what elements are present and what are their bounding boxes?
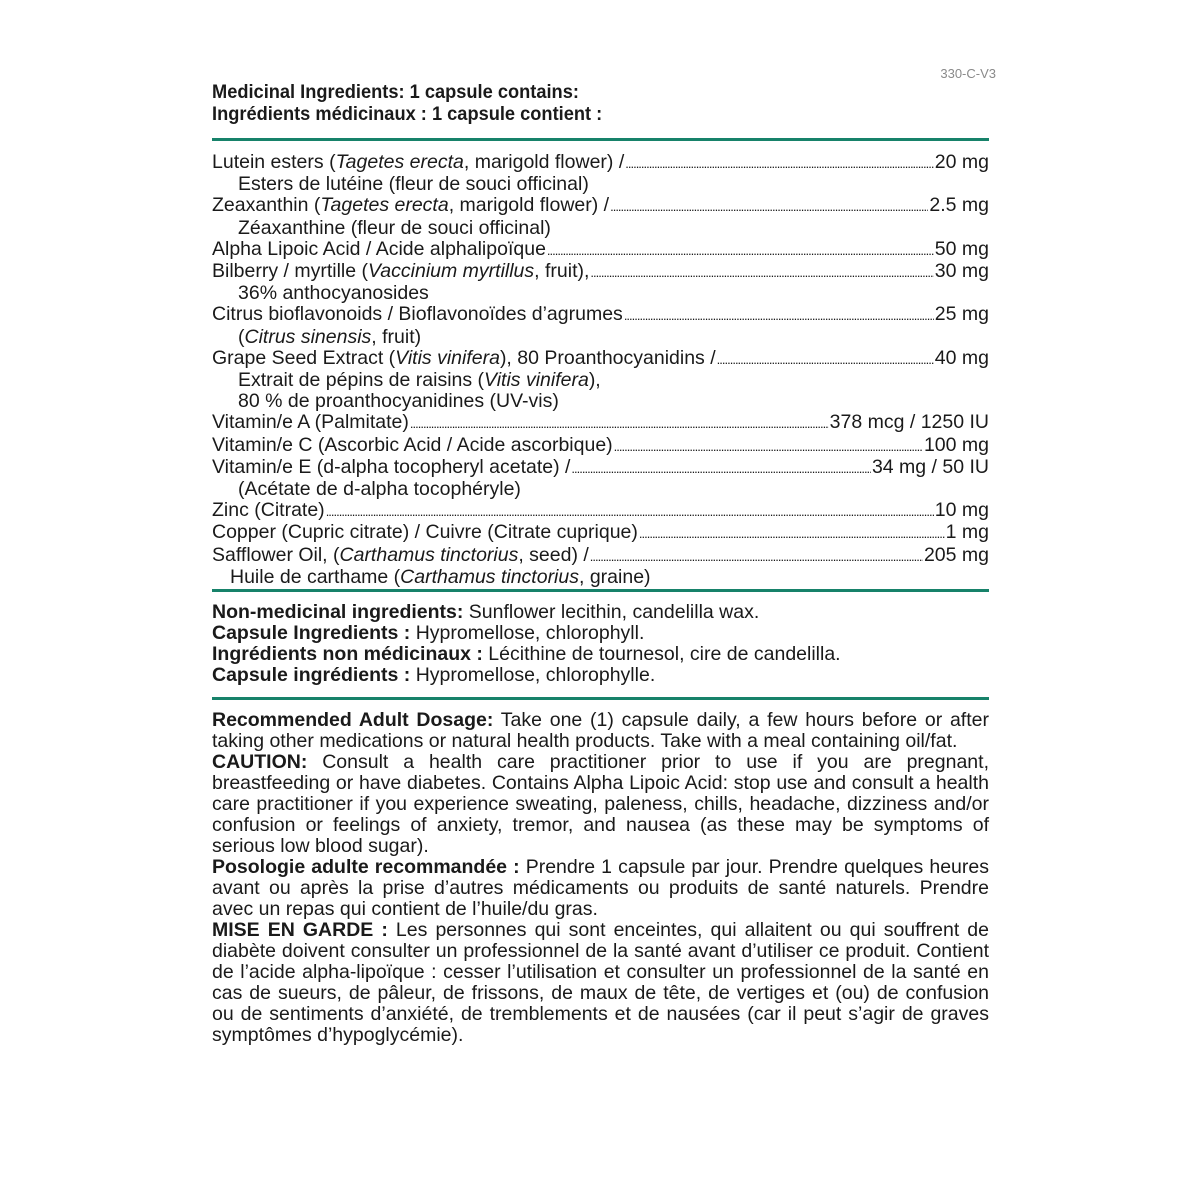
instruction-paragraph bbox=[212, 920, 989, 1046]
header-french: Ingrédients médicinaux : 1 capsule contient : bbox=[212, 104, 603, 125]
ingredient-amount: 378 mcg / 1250 IU bbox=[829, 411, 989, 434]
ingredient-subline bbox=[212, 370, 989, 391]
text: , fruit), bbox=[534, 260, 590, 283]
ingredient-amount: 50 mg bbox=[934, 237, 989, 260]
dot-leader bbox=[610, 196, 928, 217]
latin-name: Tagetes erecta bbox=[320, 194, 449, 217]
latin-name: Vaccinium myrtillus bbox=[368, 260, 535, 283]
latin-name: Tagetes erecta bbox=[335, 151, 464, 173]
text: , graine) bbox=[579, 565, 651, 588]
header-english: Medicinal Ingredients: 1 capsule contains: bbox=[212, 82, 579, 103]
ingredient-amount: 1 mg bbox=[945, 521, 989, 544]
ingredient-row bbox=[212, 545, 989, 567]
text: Bilberry / myrtille ( bbox=[212, 260, 369, 283]
ingredient-amount: 205 mg bbox=[923, 543, 989, 566]
divider bbox=[212, 138, 989, 141]
ingredient-name bbox=[212, 239, 546, 260]
ingredient-name bbox=[212, 545, 589, 566]
ingredient-subline bbox=[212, 174, 989, 195]
medicinal-header bbox=[212, 82, 958, 126]
text: Lutein esters ( bbox=[212, 151, 336, 173]
ingredient-row bbox=[212, 412, 989, 434]
line-text: Sunflower lecithin, candelilla wax. bbox=[463, 601, 760, 623]
text: Citrus bioflavonoids / Bioflavonoïdes d’agrumes bbox=[212, 303, 623, 326]
line-text: Hypromellose, chlorophylle. bbox=[410, 664, 656, 686]
line-text: Lécithine de tournesol, cire de candelilla. bbox=[482, 643, 841, 665]
instruction-paragraph bbox=[212, 710, 989, 752]
ingredient-row bbox=[212, 522, 989, 544]
text: Esters de lutéine (fleur de souci officinal) bbox=[238, 173, 589, 196]
dosage-caution-section bbox=[212, 710, 989, 1046]
ingredient-subline bbox=[212, 479, 989, 500]
ingredient-row bbox=[212, 304, 989, 326]
ingredient-name bbox=[212, 195, 609, 216]
ingredient-row bbox=[212, 435, 989, 457]
paragraph-text: Take one (1) capsule daily, a few hours before or after taking other medications or natural health products. Take with a meal containing oil/fat. bbox=[212, 709, 989, 752]
dot-leader bbox=[590, 546, 923, 567]
ingredient-subline bbox=[212, 218, 989, 239]
non-medicinal-section bbox=[212, 602, 989, 686]
instruction-paragraph bbox=[212, 752, 989, 857]
ingredient-name bbox=[212, 152, 624, 173]
text: Grape Seed Extract ( bbox=[212, 346, 396, 369]
dot-leader bbox=[326, 501, 934, 522]
paragraph-label: Recommended Adult Dosage: bbox=[212, 709, 494, 731]
dot-leader bbox=[614, 436, 923, 457]
line-label: Capsule ingrédients : bbox=[212, 664, 411, 686]
text: ), bbox=[588, 369, 601, 392]
line-label: Capsule Ingredients : bbox=[212, 622, 411, 644]
divider bbox=[212, 697, 989, 700]
text: Alpha Lipoic Acid / Acide alphalipoïque bbox=[212, 237, 546, 260]
label-code: 330-C-V3 bbox=[940, 66, 996, 81]
ingredient-name bbox=[212, 412, 409, 433]
latin-name: Vitis vinifera bbox=[484, 369, 589, 392]
non-medicinal-line bbox=[212, 623, 989, 644]
ingredient-subline bbox=[212, 327, 989, 348]
dot-leader bbox=[639, 523, 945, 544]
latin-name: Carthamus tinctorius bbox=[400, 565, 579, 588]
text: ), 80 Proanthocyanidins / bbox=[499, 346, 716, 369]
paragraph-label: CAUTION: bbox=[212, 751, 308, 773]
text: Zeaxanthin ( bbox=[212, 194, 321, 217]
line-text: Hypromellose, chlorophyll. bbox=[410, 622, 645, 644]
paragraph-text: Consult a health care practitioner prior to use if you are pregnant, breastfeeding or have diabetes. Contains Alpha Lipoic Acid: stop use and consult a health care practitioner if you experience sweating, paleness, chills, headache, dizziness and/or confusion or feelings of anxiety, tremor, and nausea (as these may be symptoms of serious low blood sugar). bbox=[212, 751, 989, 857]
ingredient-name bbox=[212, 261, 589, 282]
paragraph-label: MISE EN GARDE : bbox=[212, 919, 388, 941]
dot-leader bbox=[625, 153, 934, 174]
ingredient-name bbox=[212, 500, 325, 521]
ingredient-amount: 34 mg / 50 IU bbox=[871, 455, 989, 478]
text: Zinc (Citrate) bbox=[212, 499, 325, 522]
dot-leader bbox=[717, 349, 934, 370]
ingredient-subline bbox=[212, 283, 989, 304]
ingredient-row bbox=[212, 500, 989, 522]
ingredient-row bbox=[212, 152, 989, 174]
text: (Acétate de d-alpha tocophéryle) bbox=[238, 478, 521, 501]
instruction-paragraph bbox=[212, 857, 989, 920]
paragraph-text: Prendre 1 capsule par jour. Prendre quelques heures avant ou après la prise d’autres médicaments ou produits de santé naturels. Prendre avec un repas qui contient de l’huile/du gras. bbox=[212, 856, 989, 920]
non-medicinal-line bbox=[212, 602, 989, 623]
ingredient-row bbox=[212, 348, 989, 370]
ingredient-subline bbox=[212, 391, 989, 412]
latin-name: Carthamus tinctorius bbox=[339, 543, 519, 566]
dot-leader bbox=[547, 240, 934, 261]
dot-leader bbox=[571, 458, 871, 479]
latin-name: Vitis vinifera bbox=[395, 346, 500, 369]
ingredient-name bbox=[212, 304, 623, 325]
ingredient-amount: 30 mg bbox=[934, 260, 989, 283]
text: Vitamin/e E (d-alpha tocopheryl acetate) / bbox=[212, 455, 571, 478]
text: Vitamin/e C (Ascorbic Acid / Acide ascorbique) bbox=[212, 433, 613, 456]
ingredient-row bbox=[212, 261, 989, 283]
text: Copper (Cupric citrate) / Cuivre (Citrate cuprique) bbox=[212, 521, 638, 544]
ingredient-row bbox=[212, 239, 989, 261]
ingredient-amount: 25 mg bbox=[934, 303, 989, 326]
ingredient-name bbox=[212, 348, 716, 369]
ingredient-amount: 2.5 mg bbox=[929, 194, 989, 217]
text: Vitamin/e A (Palmitate) bbox=[212, 411, 409, 434]
text: Extrait de pépins de raisins ( bbox=[238, 369, 485, 392]
text: , marigold flower) / bbox=[448, 194, 610, 217]
text: 36% anthocyanosides bbox=[238, 282, 429, 305]
dot-leader bbox=[410, 413, 829, 434]
line-label: Ingrédients non médicinaux : bbox=[212, 643, 483, 665]
text: Safflower Oil, ( bbox=[212, 543, 340, 566]
text: 80 % de proanthocyanidines (UV-vis) bbox=[238, 390, 559, 413]
latin-name: Citrus sinensis bbox=[244, 325, 372, 348]
ingredient-row bbox=[212, 457, 989, 479]
ingredient-amount: 40 mg bbox=[934, 346, 989, 369]
paragraph-label: Posologie adulte recommandée : bbox=[212, 856, 520, 878]
ingredient-name bbox=[212, 457, 570, 478]
dot-leader bbox=[590, 262, 933, 283]
text: , seed) / bbox=[518, 543, 589, 566]
ingredient-row bbox=[212, 195, 989, 217]
paragraph-text: Les personnes qui sont enceintes, qui allaitent ou qui souffrent de diabète doivent consulter un professionnel de la santé avant d’utiliser ce produit. Contient de l’acide alpha-lipoïque : cesser l’utilisation et consulter un professionnel de la santé en cas de sueurs, de pâleur, de frissons, de maux de tête, de vertiges et (ou) de confusion ou de sentiments d’anxiété, de tremblements et de nausées (car il peut s’agir de graves symptômes d’hypoglycémie). bbox=[212, 919, 989, 1046]
non-medicinal-line bbox=[212, 665, 989, 686]
ingredient-name bbox=[212, 435, 613, 456]
ingredient-name bbox=[212, 522, 638, 543]
text: Huile de carthame ( bbox=[230, 565, 401, 588]
dot-leader bbox=[624, 305, 934, 326]
ingredient-amount: 20 mg bbox=[934, 151, 989, 173]
non-medicinal-line bbox=[212, 644, 989, 665]
text: , marigold flower) / bbox=[463, 151, 625, 173]
text: ( bbox=[238, 325, 245, 348]
ingredient-amount: 10 mg bbox=[934, 499, 989, 522]
line-label: Non-medicinal ingredients: bbox=[212, 601, 464, 623]
text: Zéaxanthine (fleur de souci officinal) bbox=[238, 216, 551, 239]
ingredient-amount: 100 mg bbox=[923, 433, 989, 456]
text: , fruit) bbox=[371, 325, 422, 348]
ingredient-subline bbox=[212, 567, 989, 588]
divider bbox=[212, 589, 989, 592]
ingredient-list bbox=[212, 152, 989, 588]
